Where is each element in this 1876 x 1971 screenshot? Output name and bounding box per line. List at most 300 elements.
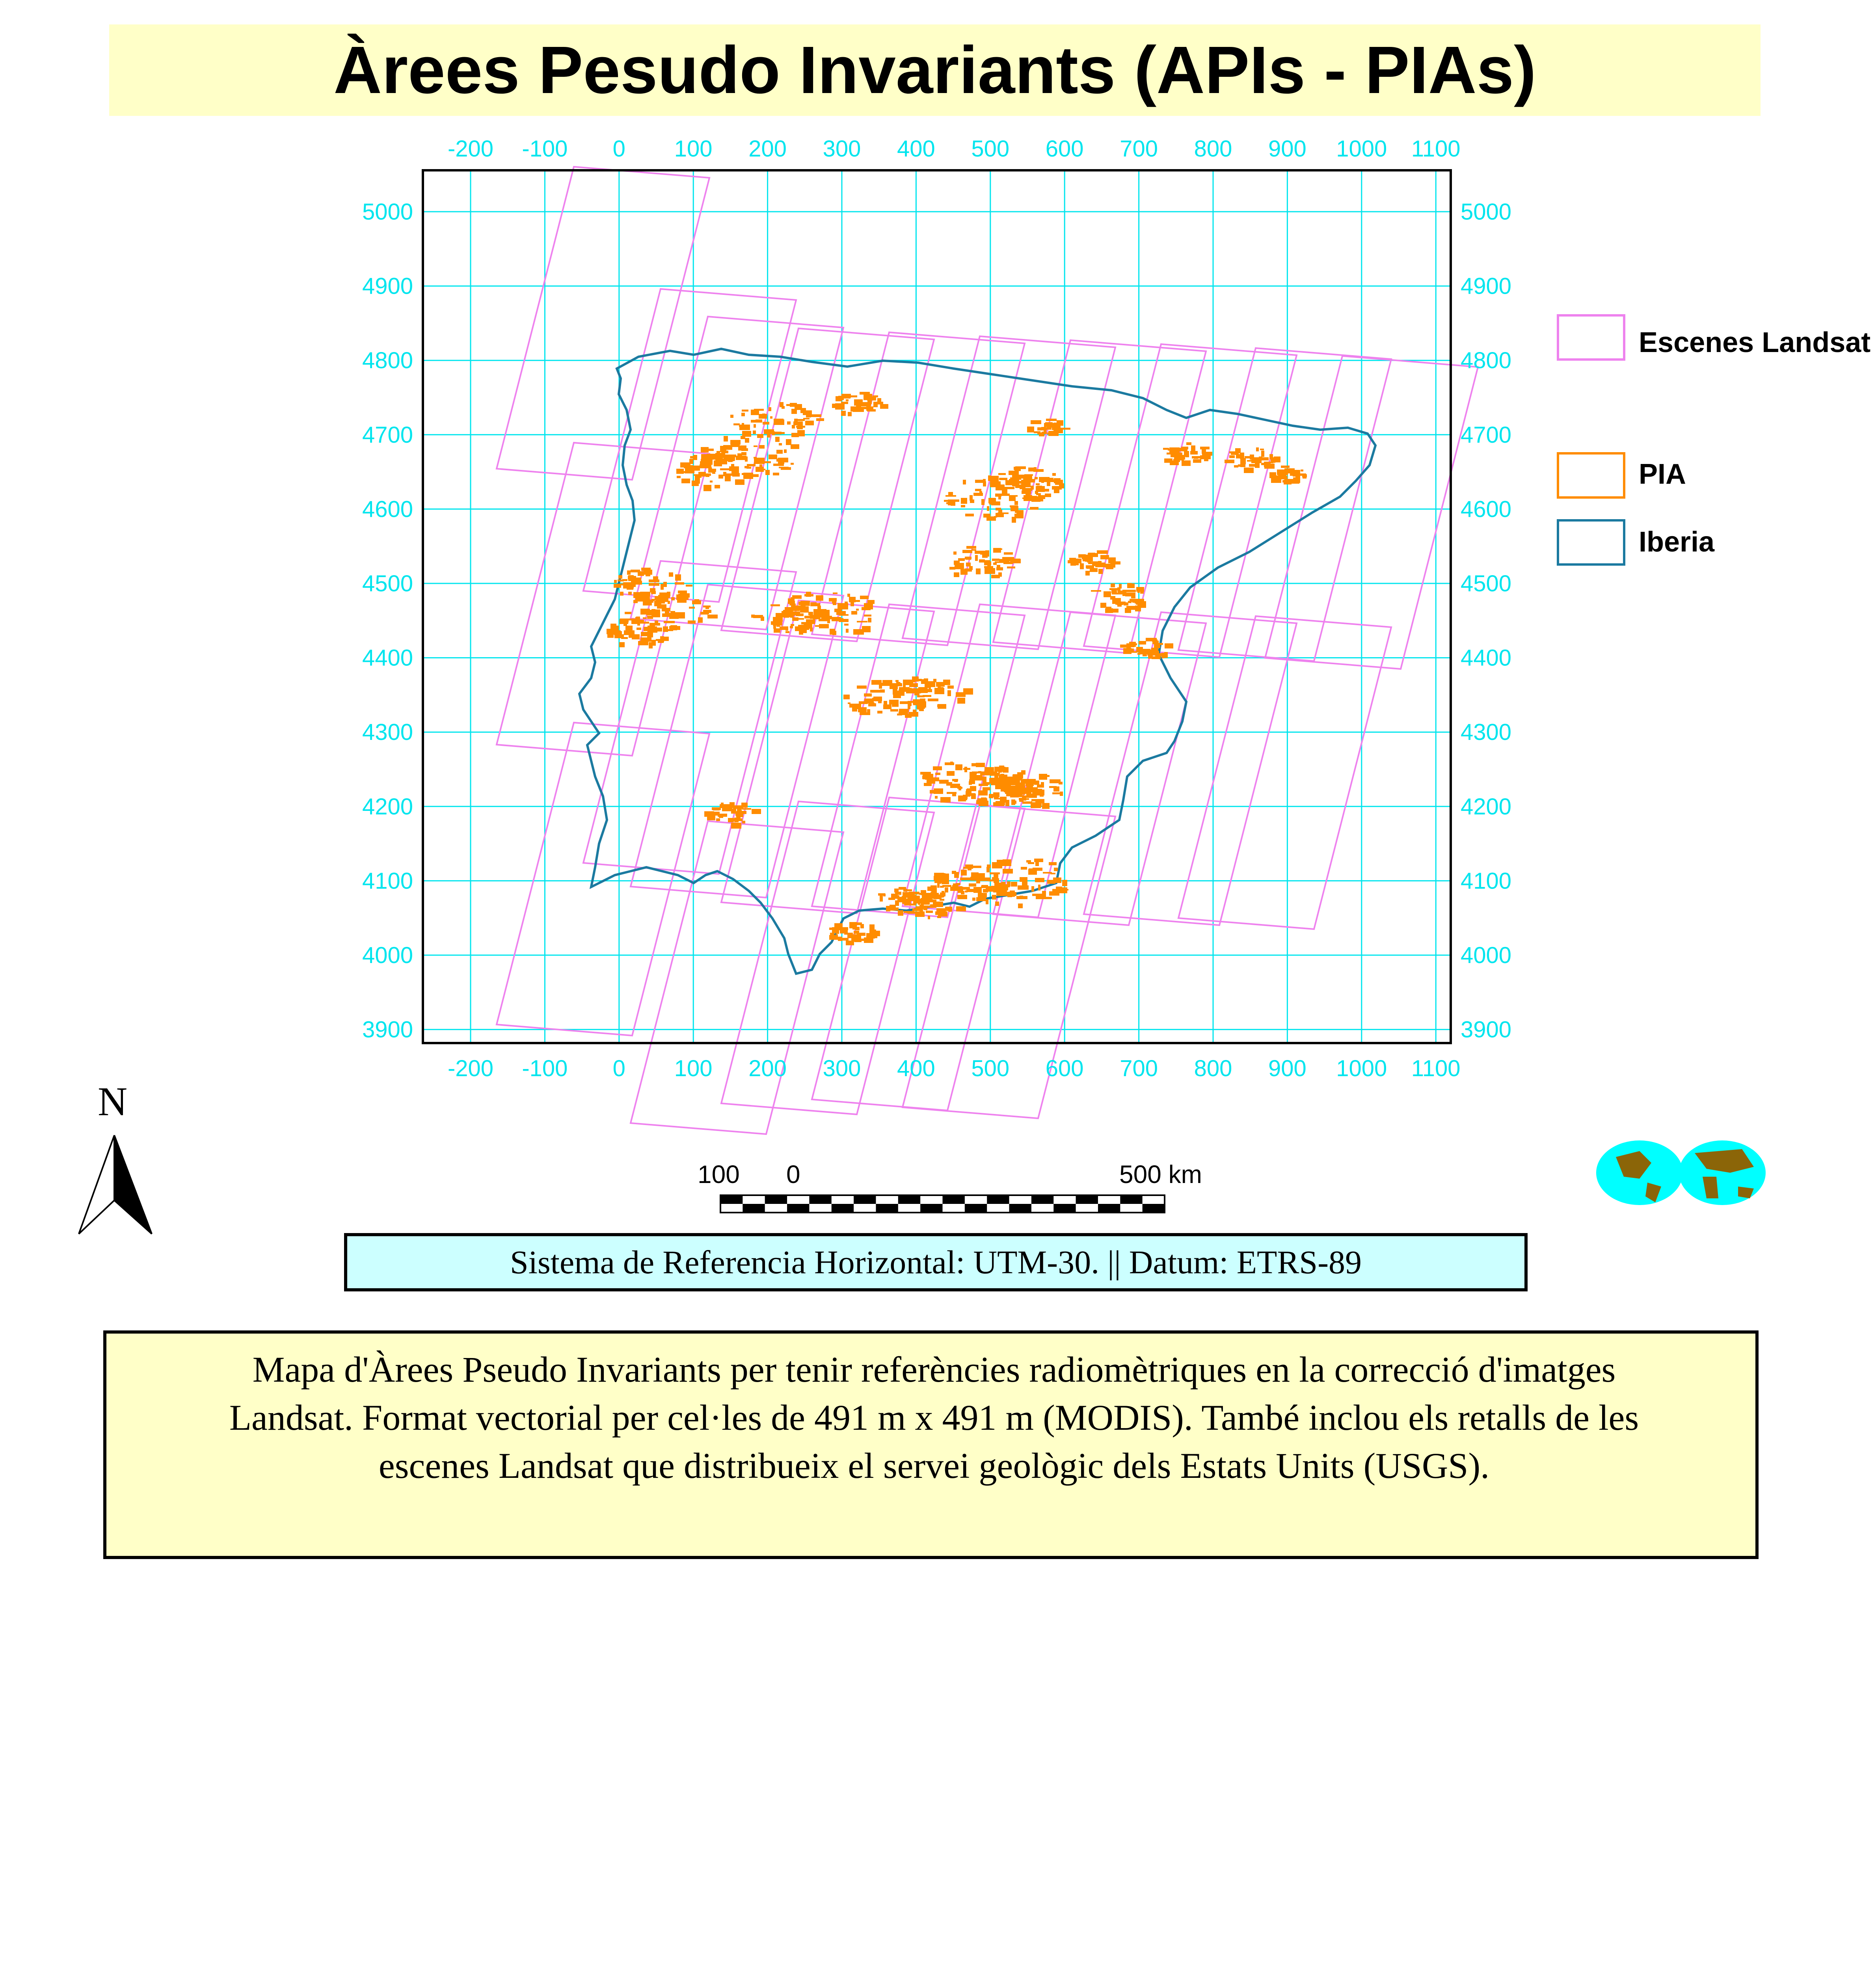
description-text: Mapa d'Àrees Pseudo Invariants per tenir referències radiomètriques en la correcció d'imatges Landsat. Format vectorial per cel·les de 491 m x 491 m (MODIS). També inclou els retalls de les escenes Landsat que distribueix el servei geològic dels Estats Units (USGS). xyxy=(229,1349,1639,1486)
scale-bar-segment xyxy=(965,1204,987,1213)
pia-patch xyxy=(614,580,617,583)
y-tick-label-right: 4500 xyxy=(1461,571,1512,596)
pia-patch xyxy=(958,693,962,697)
pia-patch xyxy=(797,419,805,421)
pia-patch xyxy=(723,451,728,453)
pia-patch xyxy=(965,514,974,516)
pia-patch xyxy=(1022,801,1032,804)
pia-patch xyxy=(1151,648,1158,651)
pia-patch xyxy=(738,449,744,451)
pia-patch xyxy=(816,595,823,601)
pia-patch xyxy=(963,867,973,869)
pia-patch xyxy=(875,402,883,404)
pia-patch xyxy=(1046,419,1057,421)
pia-patch xyxy=(873,697,882,701)
pia-patch xyxy=(640,637,648,641)
pia-patch xyxy=(976,568,981,574)
pia-patch xyxy=(889,700,899,704)
pia-patch xyxy=(1110,596,1115,600)
pia-patch xyxy=(867,709,870,714)
pia-patch xyxy=(751,420,760,423)
pia-patch xyxy=(1036,483,1040,485)
scale-bar-segment xyxy=(898,1195,920,1204)
scale-bar-segment xyxy=(1009,1204,1031,1213)
pia-patch xyxy=(789,609,793,613)
pia-patch xyxy=(980,551,988,555)
pia-patch xyxy=(641,632,648,636)
pia-patch xyxy=(950,887,960,891)
pia-patch xyxy=(1035,791,1043,795)
pia-patch xyxy=(860,596,869,599)
pia-patch xyxy=(759,464,762,469)
pia-patch xyxy=(972,898,975,901)
pia-patch xyxy=(923,908,927,910)
landsat-scenes-layer xyxy=(497,167,1478,1134)
pia-patch xyxy=(1200,447,1210,449)
pia-patch xyxy=(1177,455,1184,458)
pia-patch xyxy=(619,642,625,647)
pia-patch xyxy=(789,601,795,605)
scale-bar-segment xyxy=(832,1204,854,1213)
pia-patch xyxy=(939,780,949,784)
pia-patch xyxy=(1027,427,1034,432)
pia-patch xyxy=(963,688,973,695)
pia-patch xyxy=(1012,481,1019,486)
pia-patch xyxy=(1129,642,1136,647)
pia-patch xyxy=(1301,469,1303,471)
pia-patch xyxy=(998,494,1001,499)
pia-patch xyxy=(670,625,677,630)
pia-patch xyxy=(698,472,706,477)
legend-label-iberia: Iberia xyxy=(1639,526,1715,558)
pia-patch xyxy=(741,413,745,416)
pia-patch xyxy=(811,603,820,606)
pia-patch xyxy=(966,889,973,892)
pia-patch xyxy=(1229,455,1235,458)
pia-patch xyxy=(898,910,903,916)
pia-patch xyxy=(686,585,692,587)
pia-patch xyxy=(830,629,835,635)
pia-patch xyxy=(1003,869,1013,874)
pia-patch xyxy=(808,612,813,615)
pia-patch xyxy=(1247,460,1253,462)
landsat-scene xyxy=(1265,356,1478,669)
pia-patch xyxy=(997,892,1008,896)
pia-patch xyxy=(1041,427,1046,430)
pia-patch xyxy=(663,582,667,587)
pia-patch xyxy=(1256,447,1259,451)
scale-bar-segment xyxy=(1143,1204,1165,1213)
pia-patch xyxy=(1024,474,1033,476)
miramon-world-icon xyxy=(1596,1140,1766,1205)
pia-patch xyxy=(860,392,870,395)
pia-patch xyxy=(736,456,746,460)
pia-patch xyxy=(928,899,933,902)
pia-patch xyxy=(754,458,765,464)
y-tick-label-right: 4700 xyxy=(1461,422,1512,448)
pia-patch xyxy=(836,934,838,940)
legend-label-escenes-landsat: Escenes Landsat xyxy=(1639,327,1871,358)
pia-patch xyxy=(945,887,948,892)
pia-patch xyxy=(731,471,739,474)
pia-patch xyxy=(836,396,842,401)
pia-patch xyxy=(707,615,718,618)
y-tick-label-right: 4400 xyxy=(1461,645,1512,671)
pia-patch xyxy=(1173,459,1180,462)
pia-patch xyxy=(988,498,996,503)
pia-patch xyxy=(1193,459,1201,463)
y-tick-label-right: 5000 xyxy=(1461,199,1512,225)
pia-patch xyxy=(859,701,868,704)
pia-patch xyxy=(739,425,748,427)
pia-patch xyxy=(806,592,811,597)
pia-patch xyxy=(677,476,681,478)
pia-patch xyxy=(791,433,799,437)
pia-patch xyxy=(649,583,659,586)
scale-bar-segment xyxy=(1076,1195,1098,1204)
pia-patch xyxy=(1126,590,1136,592)
pia-patch xyxy=(1012,892,1016,896)
pia-patch xyxy=(623,582,634,589)
pia-patch xyxy=(754,424,756,428)
north-label: N xyxy=(98,1079,128,1124)
y-tick-label-left: 4500 xyxy=(362,571,413,596)
pia-patch xyxy=(931,894,939,896)
scale-bar-segment xyxy=(1031,1195,1053,1204)
pia-patch xyxy=(1022,488,1032,491)
pia-patch xyxy=(620,618,627,622)
pia-patch xyxy=(742,431,751,437)
pia-patch xyxy=(899,709,909,712)
pia-patch xyxy=(966,563,971,566)
pia-patch xyxy=(1080,563,1084,569)
pia-patch xyxy=(1136,602,1143,605)
pia-patch xyxy=(731,823,741,829)
pia-patch xyxy=(701,447,709,453)
pia-patch xyxy=(964,568,972,572)
y-tick-label-left: 4100 xyxy=(362,868,413,894)
pia-patch xyxy=(983,777,986,782)
pia-patch xyxy=(1038,885,1040,890)
pia-patch xyxy=(776,419,784,425)
pia-patch xyxy=(999,478,1007,480)
pia-patch xyxy=(838,937,842,941)
pia-patch xyxy=(992,895,996,900)
pia-patch xyxy=(1104,591,1111,597)
pia-patch xyxy=(1009,471,1019,475)
pia-patch xyxy=(693,455,697,460)
pia-patch xyxy=(1021,867,1027,870)
pia-patch xyxy=(1036,493,1041,495)
pia-patch xyxy=(708,462,711,468)
pia-patch xyxy=(1031,420,1041,424)
pia-patch xyxy=(1052,479,1057,482)
pia-patch xyxy=(618,575,622,579)
pia-patch xyxy=(919,705,924,711)
scale-bar-segment xyxy=(920,1204,942,1213)
pia-patch xyxy=(848,412,852,416)
pia-patch xyxy=(791,409,797,414)
pia-patch xyxy=(1264,462,1267,467)
pia-patch xyxy=(632,634,640,639)
pia-patch xyxy=(1135,605,1141,611)
y-tick-labels-right xyxy=(1461,199,1511,1043)
pia-patch xyxy=(742,821,745,823)
pia-patch xyxy=(1060,792,1063,796)
pia-patch xyxy=(1026,860,1031,863)
pia-patch xyxy=(866,406,873,411)
pia-patch xyxy=(1041,782,1044,788)
pia-patch xyxy=(870,690,881,693)
pia-patch xyxy=(855,927,860,930)
pia-patch xyxy=(998,778,1007,782)
pia-patch xyxy=(776,613,783,617)
pia-patch xyxy=(890,907,899,911)
pia-patch xyxy=(1143,652,1147,656)
pia-patch xyxy=(975,551,980,554)
pia-patch xyxy=(1020,877,1027,882)
pia-patch xyxy=(627,570,631,575)
pia-patch xyxy=(1046,426,1055,428)
pia-patch xyxy=(852,706,857,712)
landsat-scene xyxy=(812,604,1025,917)
pia-patch xyxy=(983,787,990,790)
pia-patch xyxy=(992,559,999,561)
pia-patch xyxy=(912,677,916,682)
pia-patch xyxy=(834,609,839,612)
pia-patch xyxy=(1127,583,1132,587)
pia-patch xyxy=(746,467,751,469)
pia-patch xyxy=(651,599,655,601)
pia-patch xyxy=(986,899,988,904)
pia-patch xyxy=(712,469,715,474)
pia-patch xyxy=(985,568,995,574)
pia-patch xyxy=(1030,507,1038,510)
pia-patch xyxy=(986,516,996,521)
pia-patch xyxy=(966,791,972,794)
pia-patch xyxy=(636,628,641,630)
pia-patch xyxy=(806,414,811,417)
pia-patch xyxy=(1088,553,1098,557)
pia-patch xyxy=(1148,654,1153,659)
pia-patch xyxy=(790,626,793,628)
pia-patch xyxy=(1068,560,1076,563)
pia-patch xyxy=(854,931,859,934)
pia-patch xyxy=(716,818,720,821)
scale-bar-segment xyxy=(1098,1204,1120,1213)
pia-patch xyxy=(800,408,806,413)
pia-patch xyxy=(1004,552,1013,555)
x-tick-label-top: 700 xyxy=(1120,136,1158,162)
pia-patch xyxy=(737,807,742,813)
pia-patch xyxy=(913,710,916,712)
reference-system-box xyxy=(344,1233,1528,1291)
pia-patch xyxy=(620,592,623,596)
pia-patch xyxy=(664,621,675,623)
pia-patch xyxy=(918,901,920,905)
pia-patch xyxy=(1261,451,1264,457)
y-tick-label-left: 4200 xyxy=(362,794,413,820)
pia-patch xyxy=(980,877,990,881)
pia-patch xyxy=(1028,788,1031,794)
pia-patch xyxy=(792,595,802,599)
pia-patch xyxy=(698,617,703,623)
pia-patch xyxy=(640,592,650,596)
pia-patch xyxy=(1042,803,1050,809)
pia-patch xyxy=(948,492,953,496)
pia-patch xyxy=(638,571,644,576)
pia-patch xyxy=(1117,603,1122,607)
pia-patch xyxy=(671,597,675,600)
pia-patch xyxy=(719,815,723,818)
pia-patch xyxy=(1194,456,1198,459)
pia-patch xyxy=(636,617,640,620)
pia-patch xyxy=(1007,885,1010,887)
pia-patch xyxy=(819,611,823,615)
pia-patch xyxy=(735,479,744,485)
x-tick-label-bottom: 300 xyxy=(823,1056,861,1081)
pia-patch xyxy=(935,896,944,898)
pia-patch xyxy=(998,510,1002,513)
pia-patch xyxy=(1236,454,1241,458)
pia-patch xyxy=(1038,486,1042,489)
pia-patch xyxy=(978,771,981,773)
pia-patch xyxy=(1136,647,1143,652)
x-tick-label-bottom: 100 xyxy=(674,1056,713,1081)
pia-patch xyxy=(792,617,798,621)
pia-patch xyxy=(1021,779,1030,784)
pia-patch xyxy=(815,625,819,627)
pia-patch xyxy=(1034,467,1037,472)
pia-patch xyxy=(934,879,944,883)
pia-patch xyxy=(998,572,1002,577)
pia-patch xyxy=(804,616,811,618)
pia-patch xyxy=(969,781,972,785)
landsat-scene xyxy=(1178,616,1391,929)
landsat-scene xyxy=(903,336,1115,649)
pia-patch xyxy=(1120,645,1127,648)
pia-patch xyxy=(981,499,985,505)
x-tick-label-top: 1100 xyxy=(1411,136,1461,162)
pia-patch xyxy=(796,613,804,616)
pia-patch xyxy=(718,456,722,461)
pia-patch xyxy=(689,607,695,609)
pia-patch xyxy=(998,473,1006,475)
pia-patch xyxy=(1163,448,1169,450)
pia-patch xyxy=(833,592,838,594)
scale-bar-segment xyxy=(787,1204,809,1213)
miramon-logo-label: MiraMon xyxy=(1629,1094,1733,1111)
scale-bar-segment xyxy=(743,1204,765,1213)
pia-patch xyxy=(958,558,965,561)
pia-patch xyxy=(1019,798,1023,800)
pia-patch xyxy=(925,681,935,687)
pia-patch xyxy=(963,480,966,484)
y-tick-labels-left xyxy=(362,199,413,1043)
pia-patch xyxy=(954,572,959,577)
pia-patch xyxy=(940,886,944,888)
pia-patch xyxy=(994,798,1003,799)
pia-patch xyxy=(1238,464,1241,467)
pia-patch xyxy=(780,402,784,407)
pia-patch xyxy=(937,883,940,888)
pia-patch xyxy=(704,811,714,817)
pia-patch xyxy=(893,688,897,695)
pia-patch xyxy=(1052,473,1056,476)
pia-patch xyxy=(1098,561,1102,566)
x-tick-label-top: 600 xyxy=(1045,136,1084,162)
pia-patch xyxy=(947,686,954,689)
pia-patch xyxy=(731,809,736,814)
pia-patch xyxy=(1057,420,1063,426)
pia-patch xyxy=(765,470,770,475)
pia-patch xyxy=(996,801,1005,805)
pia-patch xyxy=(1045,422,1053,425)
pia-patch xyxy=(966,546,976,549)
pia-patch xyxy=(1111,583,1115,587)
pia-patch xyxy=(961,505,965,507)
pia-patch xyxy=(981,791,986,793)
pia-patch xyxy=(779,467,789,468)
pia-patch xyxy=(998,512,1009,514)
pia-patch xyxy=(969,883,976,887)
pia-patch xyxy=(905,714,912,718)
pia-patch xyxy=(906,911,915,913)
pia-patch xyxy=(970,772,976,778)
y-tick-label-right: 4600 xyxy=(1461,496,1512,522)
pia-patch xyxy=(854,399,858,406)
pia-patch xyxy=(633,592,641,598)
pia-patch xyxy=(703,605,711,607)
pia-patch xyxy=(685,468,694,473)
pia-patch xyxy=(792,425,795,428)
x-tick-label-top: 1000 xyxy=(1336,136,1387,162)
pia-patch xyxy=(983,782,990,785)
pia-patch xyxy=(844,624,849,626)
pia-patch xyxy=(996,567,1003,570)
pia-patch xyxy=(897,683,901,686)
pia-patch xyxy=(760,436,763,438)
pia-patch xyxy=(903,680,913,685)
pia-patch xyxy=(1098,569,1103,574)
pia-patch xyxy=(865,402,871,406)
pia-patch xyxy=(966,557,971,560)
pia-patch xyxy=(1293,477,1298,482)
pia-patch xyxy=(1011,882,1017,887)
x-tick-label-top: 400 xyxy=(897,136,935,162)
pia-patch xyxy=(684,465,693,468)
landsat-scene xyxy=(1084,612,1297,925)
pia-patch xyxy=(1045,494,1051,497)
pia-patch xyxy=(785,629,788,631)
pia-patch xyxy=(957,698,965,704)
pia-patch xyxy=(884,701,887,706)
pia-patch xyxy=(708,468,712,473)
pia-patch xyxy=(935,773,940,775)
pia-patch xyxy=(675,574,681,581)
pia-patch xyxy=(773,473,779,475)
landsat-scene xyxy=(721,600,934,913)
pia-patch xyxy=(989,794,993,798)
pia-patch xyxy=(798,602,805,605)
pia-patch xyxy=(877,398,881,402)
pia-patch xyxy=(1053,786,1059,792)
pia-patch xyxy=(976,763,985,767)
pia-patch xyxy=(1029,868,1036,870)
pia-patch xyxy=(899,887,906,890)
pia-patch xyxy=(924,678,928,682)
pia-patch xyxy=(973,866,981,868)
